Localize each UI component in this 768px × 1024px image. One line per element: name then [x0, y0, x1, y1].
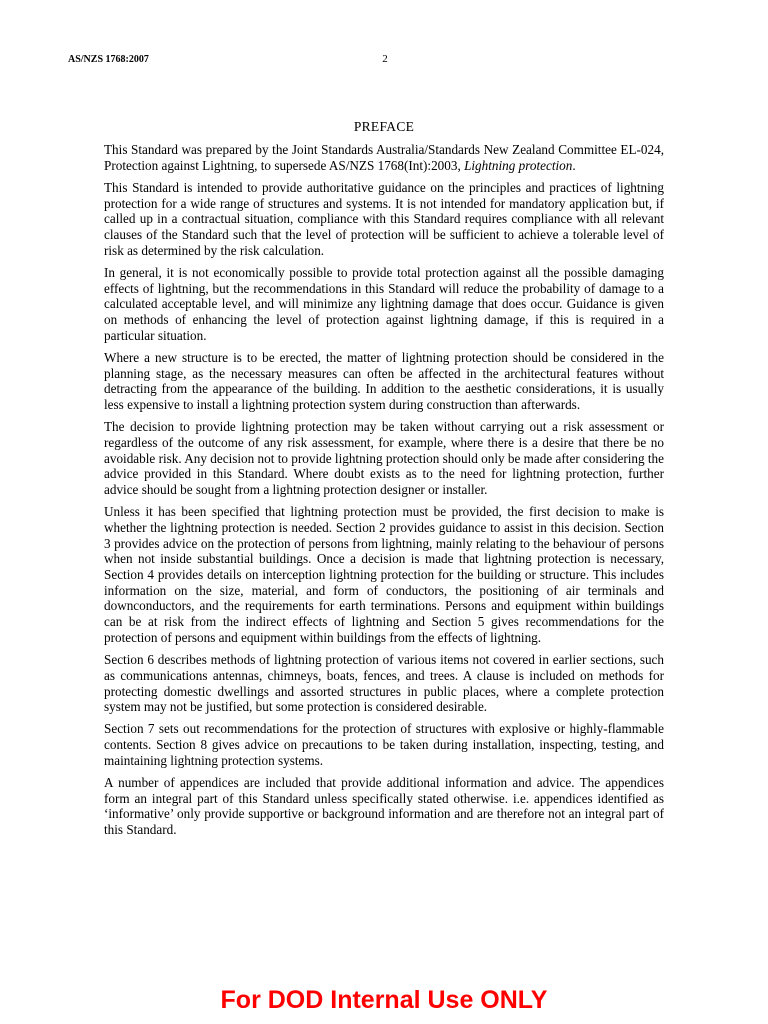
- paragraph-1-italic-title: Lightning protection: [464, 157, 573, 173]
- paragraph-8: Section 7 sets out recommendations for the protection of structures with explosive or highly-flammable contents. Section 8 gives advice on precautions to be taken during installation, inspecting, testing, and maintaining lightning protection systems.: [104, 721, 664, 768]
- paragraph-1-text: This Standard was prepared by the Joint Standards Australia/Standards New Zealand Committee EL-024, Protection against Lightning, to supersede AS/NZS 1768(Int):2003,: [104, 142, 664, 173]
- paragraph-1-end: .: [572, 157, 576, 173]
- paragraph-4: Where a new structure is to be erected, the matter of lightning protection should be considered in the planning stage, as the necessary measures can often be affected in the architectural features without detracting from the appearance of the building. In addition to the aesthetic considerations, it is usually less expensive to install a lightning protection system during construction than afterwards.: [104, 349, 664, 413]
- internal-use-notice: For DOD Internal Use ONLY: [220, 986, 548, 1014]
- paragraph-3: In general, it is not economically possible to provide total protection against all the possible damaging effects of lightning, but the recommendations in this Standard will reduce the probability of damage to a calculated acceptable level, and will minimize any lightning damage that does occur. Guidance is given on methods of enhancing the level of protection against lightning damage, if this is required in a particular situation.: [104, 264, 664, 343]
- paragraph-6: Unless it has been specified that lightning protection must be provided, the first decision to make is whether the lightning protection is needed. Section 2 provides guidance to assist in this decision. Section 3 provides advice on the protection of persons from lightning, mainly relating to the behaviour of persons when not inside substantial buildings. Once a decision is made that lightning protection is necessary, Section 4 provides details on interception lightning protection for the building or structure. This includes information on the size, material, and form of conductors, the positioning of air terminals and downconductors, and the requirements for earth terminations. Persons and equipment within buildings can be at risk from the indirect effects of lightning and Section 5 gives recommendations for the protection of persons and equipment within buildings from the effects of lightning.: [104, 504, 664, 645]
- paragraph-7: Section 6 describes methods of lightning protection of various items not covered in earlier sections, such as communications antennas, chimneys, boats, fences, and trees. A clause is included on methods for protecting domestic dwellings and assorted structures in public places, where a complete protection system may not be justified, but some protection is considered desirable.: [104, 652, 664, 715]
- preface-body: [104, 142, 664, 844]
- paragraph-9: A number of appendices are included that provide additional information and advice. The appendices form an integral part of this Standard unless specifically stated otherwise. i.e. appendices identified as ‘informative’ only provide supportive or background information and are therefore not an integral part of this Standard.: [104, 775, 664, 838]
- paragraph-1: [104, 142, 664, 173]
- paragraph-2: This Standard is intended to provide authoritative guidance on the principles and practices of lightning protection for a wide range of structures and systems. It is not intended for mandatory application but, if called up in a contractual situation, compliance with this Standard requires compliance with all relevant clauses of the Standard such that the level of protection will be sufficient to achieve a tolerable level of risk as determined by the risk calculation.: [104, 179, 664, 258]
- page-number: 2: [382, 53, 388, 65]
- standard-identifier: AS/NZS 1768:2007: [68, 54, 149, 65]
- preface-heading: PREFACE: [353, 119, 415, 134]
- paragraph-5: The decision to provide lightning protection may be taken without carrying out a risk assessment or regardless of the outcome of any risk assessment, for example, where there is a desire that there be no avoidable risk. Any decision not to provide lightning protection should only be made after considering the advice provided in this Standard. Where doubt exists as to the need for lightning protection, further advice should be sought from a lightning protection designer or installer.: [104, 419, 664, 498]
